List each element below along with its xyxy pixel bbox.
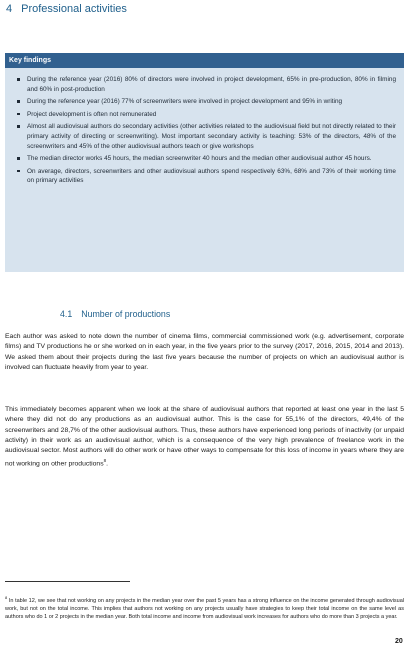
body-paragraph: This immediately becomes apparent when we look at the share of audiovisual authors that reported at least one year in the last 5 where they did not do any productions as an audiovisual author. This is the case for 55,1% of the directors, 49,4% of the screenwriters and 28,7% of the other audiovisual authors. Thus, these authors have experienced long periods of inactivity (or unpaid activity) in their work as an audiovisual author, which is a consequence of the very high prevalence of freelance work in the audiovisual sector. Most authors will do other work or have other ways to compensate for this loss of income in years where they are not working on other productions$^8$. <box>5 406 404 468</box>
key-findings-box <box>5 53 404 272</box>
footnote-text: In table 12, we see that not working on any projects in the median year over the past 5 years has a strong influence on the income generated through audiovisual work, but not on the total income. This implies that authors not working on any projects usually have strategies to keep their total income on the same level as authors who do 1 or 2 projects in the median year. Both total income and income from audiovisual work increases for authors who do more than 3 projects a year. <box>5 597 404 621</box>
page-number: 20 <box>395 638 403 645</box>
bullet-icon <box>17 100 20 103</box>
bullet-icon <box>17 125 20 128</box>
key-finding-text: The median director works 45 hours, the median screenwriter 40 hours and the median other audiovisual author 45 hours. <box>27 155 372 163</box>
bullet-icon <box>17 157 20 160</box>
key-findings-list <box>5 68 404 186</box>
section-title: Professional activities <box>21 3 127 15</box>
footnote-reference[interactable]: 8 <box>103 458 107 464</box>
key-finding-item <box>27 97 396 107</box>
key-findings-heading: Key findings <box>5 53 404 68</box>
section-heading <box>6 3 127 15</box>
key-finding-item <box>27 167 396 186</box>
section-number: 4 <box>6 3 13 15</box>
body-paragraph: Each author was asked to note down the number of cinema films, commercial commissioned work (e.g. advertisement, corporate films) and TV productions he or she worked on in each year, in the five years prior to the survey (2017, 2016, 2015, 2014 and 2013). We asked them about their projects during the last five years because the number of projects on which an audiovisual author is involved can fluctuate heavily from year to year. <box>5 333 404 371</box>
body-paragraph-text: This immediately becomes apparent when we look at the share of audiovisual authors that reported at least one year in the last 5 where they did not do any productions as an audiovisual author. This is the case for 55,1% of the directors, 49,4% of the screenwriters and 28,7% of the other audiovisual authors. Thus, these authors have experienced long periods of inactivity (or unpaid activity) in their work as an audiovisual author, which is a consequence of the very high prevalence of freelance work in the audiovisual sector. Most authors will do other work or have other ways to compensate for this loss of income in years where they are not working on other productions <box>5 406 404 468</box>
key-finding-text: During the reference year (2016) 77% of screenwriters were involved in project development and 95% in writing <box>27 98 343 106</box>
subsection-title: Number of productions <box>81 309 171 319</box>
subsection-number: 4.1 <box>60 309 73 319</box>
key-finding-text: Almost all audiovisual authors do secondary activities (other activities related to the audiovisual field but not directly related to their primary activity of directing or screenwriting). Most important secondary activity is teaching: 53% of the directors, 48% of the screenwriters and 45% of the other audiovisual authors teach or give workshops <box>27 123 396 150</box>
bullet-icon <box>17 113 20 116</box>
footnote-marker: 8 <box>5 595 8 600</box>
footnote-divider <box>5 581 130 582</box>
key-finding-item <box>27 110 396 120</box>
bullet-icon <box>17 170 20 173</box>
bullet-icon <box>17 78 20 81</box>
subsection-heading <box>60 309 170 319</box>
key-finding-text: On average, directors, screenwriters and other audiovisual authors spend respectively 63%, 68% and 73% of their working time on primary activities <box>27 167 396 185</box>
key-finding-text: During the reference year (2016) 80% of directors were involved in project development, 65% in pre-production, 80% in filming and 60% in post-production <box>27 76 396 93</box>
key-finding-item <box>27 154 396 164</box>
key-finding-item <box>27 75 396 94</box>
footnote <box>5 594 404 622</box>
key-finding-text: Project development is often not remunerated <box>27 110 157 118</box>
key-finding-item <box>27 122 396 151</box>
